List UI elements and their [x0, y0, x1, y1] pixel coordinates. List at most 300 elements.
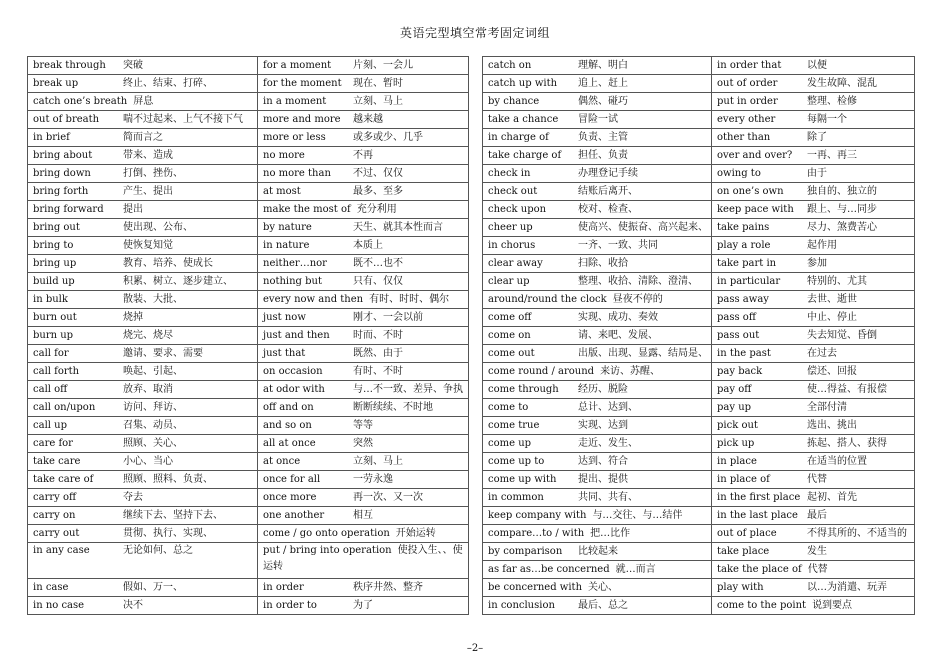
- phrase-cell: [258, 471, 469, 489]
- phrase-chinese: 冒险一试: [578, 114, 618, 125]
- phrase-cell: [712, 543, 915, 561]
- phrase-cell: [28, 111, 258, 129]
- phrase-cell: [483, 507, 712, 525]
- phrase-chinese: 使出现、公布、: [123, 222, 193, 233]
- phrase-cell: [712, 291, 915, 309]
- table-row: [28, 75, 469, 93]
- phrase-english: compare…to / with: [488, 528, 585, 539]
- phrase-english: clear away: [488, 258, 543, 269]
- phrase-english: make the most of: [263, 204, 351, 215]
- phrase-english: catch on: [488, 60, 532, 71]
- phrase-chinese: 尽力、煞费苦心: [807, 222, 877, 233]
- phrase-chinese: 总计、达到、: [578, 402, 638, 413]
- phrase-chinese: 突然: [353, 438, 373, 449]
- phrase-english: carry off: [33, 492, 77, 503]
- phrase-english: call forth: [33, 366, 80, 377]
- table-row: [28, 597, 469, 615]
- phrase-english: more and more: [263, 114, 341, 125]
- phrase-cell: [712, 507, 915, 525]
- phrase-cell: [28, 75, 258, 93]
- table-row: [28, 471, 469, 489]
- phrase-english: in place of: [717, 474, 770, 485]
- phrase-english: call for: [33, 348, 69, 359]
- phrase-chinese: 走近、发生、: [578, 438, 638, 449]
- phrase-chinese: 放弃、取消: [123, 384, 173, 395]
- table-row: [28, 489, 469, 507]
- phrase-english: in charge of: [488, 132, 549, 143]
- phrase-english: check in: [488, 168, 531, 179]
- phrase-chinese: 决不: [123, 600, 143, 611]
- phrase-english: in particular: [717, 276, 781, 287]
- table-row: [483, 543, 915, 561]
- phrase-cell: [28, 309, 258, 327]
- phrase-chinese: 为了: [353, 600, 373, 611]
- phrase-english: at most: [263, 186, 301, 197]
- phrase-english: put / bring into operation: [263, 545, 392, 556]
- phrase-english: come through: [488, 384, 559, 395]
- table-row: [483, 129, 915, 147]
- phrase-chinese: 简而言之: [123, 132, 163, 143]
- phrase-chinese: 时而、不时: [353, 330, 403, 341]
- table-row: [483, 399, 915, 417]
- phrase-chinese: 以便: [807, 60, 827, 71]
- phrase-english: take part in: [717, 258, 777, 269]
- phrase-english: for a moment: [263, 60, 332, 71]
- phrase-chinese: 达到、符合: [578, 456, 628, 467]
- phrase-cell: [712, 165, 915, 183]
- phrase-english: by comparison: [488, 546, 563, 557]
- phrase-chinese: 断断续续、不时地: [353, 402, 433, 413]
- phrase-cell: [28, 381, 258, 399]
- phrase-english: as far as…be concerned: [488, 564, 610, 575]
- phrase-english: one another: [263, 510, 325, 521]
- phrase-chinese: 立刻、马上: [353, 96, 403, 107]
- phrase-cell: [28, 255, 258, 273]
- phrase-chinese: 整理、收拾、清除、澄清、: [578, 276, 698, 287]
- phrase-cell: [483, 453, 712, 471]
- phrase-english: out of breath: [33, 114, 100, 125]
- phrase-english: take the place of: [717, 564, 802, 575]
- phrase-cell: [483, 183, 712, 201]
- phrase-english: bring up: [33, 258, 77, 269]
- phrase-chinese: 有时、时时、偶尔: [369, 294, 450, 305]
- phrase-cell: [28, 147, 258, 165]
- phrase-chinese: 一再、再三: [807, 150, 857, 161]
- phrase-english: come to: [488, 402, 529, 413]
- phrase-cell: [483, 417, 712, 435]
- table-row: [28, 237, 469, 255]
- table-row: [483, 525, 915, 543]
- phrase-cell: [712, 75, 915, 93]
- phrase-chinese: 不再: [353, 150, 373, 161]
- phrase-chinese: 刚才、一会以前: [353, 312, 423, 323]
- table-row: [28, 165, 469, 183]
- phrase-cell: [712, 435, 915, 453]
- phrase-chinese: 与…不一致、差异、争执: [353, 384, 463, 395]
- phrase-chinese: 由于: [807, 168, 827, 179]
- phrase-cell: [28, 57, 258, 75]
- phrase-english: in no case: [33, 600, 85, 611]
- phrase-chinese: 一齐、一致、共同: [578, 240, 658, 251]
- phrase-chinese: 出版、出现、显露、结局是、: [578, 348, 708, 359]
- phrase-cell: [258, 273, 469, 291]
- table-row: [28, 309, 469, 327]
- phrase-english: pass away: [717, 294, 769, 305]
- phrase-cell: [483, 255, 712, 273]
- phrase-cell: [483, 579, 712, 597]
- phrase-english: pay up: [717, 402, 752, 413]
- phrase-english: come true: [488, 420, 540, 431]
- phrase-chinese: 理解、明白: [578, 60, 628, 71]
- phrase-english: other than: [717, 132, 771, 143]
- phrase-cell: [712, 363, 915, 381]
- phrase-english: burn out: [33, 312, 77, 323]
- phrase-english: carry on: [33, 510, 76, 521]
- phrase-chinese: 既不…也不: [353, 258, 403, 269]
- phrase-chinese: 不得其所的、不适当的: [807, 528, 907, 539]
- phrase-cell: [28, 345, 258, 363]
- phrase-chinese: 屏息: [133, 96, 154, 107]
- phrase-english: out of order: [717, 78, 778, 89]
- phrase-chinese: 除了: [807, 132, 827, 143]
- phrase-english: in order to: [263, 600, 317, 611]
- phrase-english: once more: [263, 492, 317, 503]
- phrase-cell: [28, 597, 258, 615]
- phrase-cell: [28, 471, 258, 489]
- phrase-cell: [483, 273, 712, 291]
- table-row: [28, 525, 469, 543]
- table-row: [28, 417, 469, 435]
- table-row: [483, 219, 915, 237]
- phrase-chinese: 起作用: [807, 240, 837, 251]
- phrase-english: just that: [263, 348, 306, 359]
- phrase-cell: [712, 147, 915, 165]
- phrase-cell: [712, 471, 915, 489]
- phrase-cell: [258, 507, 469, 525]
- phrase-english: in the past: [717, 348, 771, 359]
- phrase-english: in the last place: [717, 510, 798, 521]
- phrase-cell: [712, 183, 915, 201]
- phrase-chinese: 片刻、一会儿: [353, 60, 413, 71]
- phrase-chinese: 每隔一个: [807, 114, 847, 125]
- phrase-cell: [483, 57, 712, 75]
- phrase-chinese: 说到要点: [812, 600, 853, 611]
- phrase-chinese: 提出、提供: [578, 474, 628, 485]
- phrase-chinese: 充分利用: [356, 204, 397, 215]
- phrase-cell: [483, 165, 712, 183]
- table-row: [28, 219, 469, 237]
- phrase-cell: [483, 219, 712, 237]
- phrase-cell: [712, 219, 915, 237]
- phrase-cell: [483, 201, 712, 219]
- phrase-english: take care of: [33, 474, 94, 485]
- phrase-cell: [258, 129, 469, 147]
- phrase-cell: [258, 345, 469, 363]
- phrase-cell: [258, 579, 469, 597]
- phrase-cell: [712, 57, 915, 75]
- phrase-english: break up: [33, 78, 79, 89]
- phrase-chinese: 秩序井然、整齐: [353, 582, 423, 593]
- phrase-english: break through: [33, 60, 106, 71]
- phrase-cell: [258, 543, 469, 579]
- table-row: [28, 327, 469, 345]
- phrase-english: off and on: [263, 402, 314, 413]
- phrase-english: in the first place: [717, 492, 801, 503]
- phrase-chinese: 照顾、照料、负责、: [123, 474, 213, 485]
- phrase-chinese: 使恢复知觉: [123, 240, 173, 251]
- phrase-chinese: 照顾、关心、: [123, 438, 183, 449]
- phrase-cell: [258, 489, 469, 507]
- phrase-english: catch one’s breath: [33, 96, 128, 107]
- phrase-chinese: 跟上、与…同步: [807, 204, 877, 215]
- phrase-cell: [28, 201, 258, 219]
- table-row: [483, 93, 915, 111]
- phrase-chinese: 请、来吧、发展、: [578, 330, 658, 341]
- phrase-cell: [712, 255, 915, 273]
- phrase-english: come off: [488, 312, 532, 323]
- phrase-cell: [28, 183, 258, 201]
- phrase-english: in chorus: [488, 240, 536, 251]
- phrase-cell: [28, 435, 258, 453]
- table-row: [28, 579, 469, 597]
- phrase-english: in common: [488, 492, 544, 503]
- phrase-cell: [28, 93, 258, 111]
- phrase-cell: [28, 579, 258, 597]
- page-number: –2–: [466, 643, 484, 654]
- table-row: [28, 129, 469, 147]
- phrase-chinese: 烧完、烧尽: [123, 330, 173, 341]
- phrase-english: come to the point: [717, 600, 807, 611]
- table-row: [28, 399, 469, 417]
- phrase-chinese: 邀请、要求、需要: [123, 348, 203, 359]
- phrase-english: in order that: [717, 60, 782, 71]
- phrase-cell: [712, 597, 915, 615]
- phrase-english: nothing but: [263, 276, 322, 287]
- table-row: [28, 363, 469, 381]
- phrase-english: bring down: [33, 168, 91, 179]
- phrase-chinese: 突破: [123, 60, 143, 71]
- phrase-cell: [258, 165, 469, 183]
- phrase-chinese: 起初、首先: [807, 492, 857, 503]
- phrase-english: out of place: [717, 528, 777, 539]
- phrase-chinese: 代替: [807, 564, 828, 575]
- table-row: [483, 309, 915, 327]
- phrase-chinese: 一劳永逸: [353, 474, 393, 485]
- phrase-chinese: 去世、逝世: [807, 294, 857, 305]
- table-row: [28, 57, 469, 75]
- phrase-chinese: 或多或少、几乎: [353, 132, 423, 143]
- phrase-cell: [483, 435, 712, 453]
- phrase-chinese: 提出: [123, 204, 143, 215]
- phrase-chinese: 关心、: [588, 582, 619, 593]
- phrase-cell: [483, 363, 712, 381]
- phrase-chinese: 中止、停止: [807, 312, 857, 323]
- phrase-english: no more than: [263, 168, 331, 179]
- phrase-english: pay back: [717, 366, 763, 377]
- phrase-cell: [258, 291, 469, 309]
- phrase-chinese: 经历、脱险: [578, 384, 628, 395]
- phrase-english: cheer up: [488, 222, 533, 233]
- phrase-cell: [28, 219, 258, 237]
- document-title: 英语完型填空常考固定词组: [399, 26, 550, 40]
- phrase-english: take pains: [717, 222, 770, 233]
- phrase-cell: [483, 327, 712, 345]
- phrase-chinese: 喘不过起来、上气不接下气: [123, 114, 243, 125]
- phrase-english: catch up with: [488, 78, 558, 89]
- phrase-english: call off: [33, 384, 68, 395]
- phrase-english: call on/upon: [33, 402, 96, 413]
- phrase-cell: [28, 327, 258, 345]
- phrase-chinese: 来访、苏醒、: [600, 366, 661, 377]
- phrase-english: come up to: [488, 456, 545, 467]
- table-row: [483, 345, 915, 363]
- phrase-english: pass off: [717, 312, 756, 323]
- phrase-cell: [712, 525, 915, 543]
- phrase-chinese: 等等: [353, 420, 373, 431]
- phrase-chinese: 全部付清: [807, 402, 847, 413]
- phrase-english: just now: [263, 312, 306, 323]
- phrase-chinese: 越来越: [353, 114, 383, 125]
- table-row: [483, 435, 915, 453]
- phrase-cell: [258, 417, 469, 435]
- phrase-chinese: 召集、动员、: [123, 420, 183, 431]
- phrase-english: around/round the clock: [488, 294, 607, 305]
- phrase-chinese: 比较起来: [578, 546, 618, 557]
- phrase-chinese: 负责、主管: [578, 132, 628, 143]
- table-row: [28, 183, 469, 201]
- phrase-cell: [258, 255, 469, 273]
- phrase-english: at once: [263, 456, 301, 467]
- phrase-english: once for all: [263, 474, 321, 485]
- phrase-cell: [28, 525, 258, 543]
- phrase-english: owing to: [717, 168, 761, 179]
- phrase-english: take place: [717, 546, 770, 557]
- phrase-chinese: 独自的、独立的: [807, 186, 877, 197]
- phrase-english: come round / around: [488, 366, 595, 377]
- phrase-cell: [258, 327, 469, 345]
- phrase-chinese: 小心、当心: [123, 456, 173, 467]
- table-row: [28, 93, 469, 111]
- phrase-cell: [483, 309, 712, 327]
- phrase-chinese: 积累、树立、逐步建立、: [123, 276, 233, 287]
- table-row: [483, 201, 915, 219]
- phrase-chinese: 拣起、搭人、获得: [807, 438, 887, 449]
- phrase-cell: [712, 345, 915, 363]
- phrase-english: bring to: [33, 240, 74, 251]
- phrase-chinese: 产生、提出: [123, 186, 173, 197]
- phrase-english: clear up: [488, 276, 530, 287]
- phrase-cell: [712, 489, 915, 507]
- phrase-chinese: 以…为消遣、玩弄: [807, 582, 887, 593]
- phrase-chinese: 实现、达到: [578, 420, 628, 431]
- phrase-cell: [712, 111, 915, 129]
- table-row: [28, 273, 469, 291]
- phrase-cell: [28, 417, 258, 435]
- phrase-english: play a role: [717, 240, 771, 251]
- phrase-chinese: 代替: [807, 474, 827, 485]
- phrase-cell: [483, 399, 712, 417]
- phrase-cell: [712, 399, 915, 417]
- phrase-cell: [258, 183, 469, 201]
- table-row: [483, 381, 915, 399]
- phrase-chinese: 烧掉: [123, 312, 143, 323]
- phrase-cell: [258, 597, 469, 615]
- phrase-cell: [28, 453, 258, 471]
- phrase-chinese: 整理、检修: [807, 96, 857, 107]
- table-row: [483, 57, 915, 75]
- phrase-english: in a moment: [263, 96, 327, 107]
- phrase-chinese: 立刻、马上: [353, 456, 403, 467]
- phrase-cell: [28, 165, 258, 183]
- phrase-chinese: 发生故障、混乱: [807, 78, 877, 89]
- phrase-english: come on: [488, 330, 531, 341]
- phrase-cell: [28, 363, 258, 381]
- phrase-cell: [258, 201, 469, 219]
- phrase-chinese: 使…得益、有报偿: [807, 384, 887, 395]
- phrase-cell: [258, 453, 469, 471]
- table-row: [483, 453, 915, 471]
- phrase-chinese: 有时、不时: [353, 366, 403, 377]
- table-row: [483, 75, 915, 93]
- phrase-cell: [28, 399, 258, 417]
- table-row: [28, 435, 469, 453]
- phrase-cell: [483, 471, 712, 489]
- phrase-english: all at once: [263, 438, 316, 449]
- phrase-cell: [712, 579, 915, 597]
- phrase-cell: [483, 345, 712, 363]
- phrase-cell: [258, 93, 469, 111]
- phrase-cell: [712, 309, 915, 327]
- table-row: [483, 183, 915, 201]
- phrase-cell: [258, 435, 469, 453]
- phrase-chinese: 夺去: [123, 492, 143, 503]
- phrase-english: no more: [263, 150, 305, 161]
- phrase-english: bring forth: [33, 186, 89, 197]
- phrase-chinese: 再一次、又一次: [353, 492, 423, 503]
- phrase-english: build up: [33, 276, 75, 287]
- table-row: [28, 543, 469, 579]
- table-row: [28, 111, 469, 129]
- table-row: [28, 453, 469, 471]
- phrase-cell: [258, 399, 469, 417]
- phrase-english: in conclusion: [488, 600, 555, 611]
- table-row: [28, 345, 469, 363]
- phrase-cell: [712, 129, 915, 147]
- phrase-english: play with: [717, 582, 764, 593]
- phrase-cell: [483, 561, 712, 579]
- phrase-cell: [258, 111, 469, 129]
- phrase-chinese: 担任、负责: [578, 150, 628, 161]
- phrase-cell: [483, 381, 712, 399]
- phrase-english: bring about: [33, 150, 93, 161]
- phrase-cell: [483, 489, 712, 507]
- table-row: [483, 111, 915, 129]
- phrase-table-left: [27, 56, 469, 615]
- phrase-chinese: 假如、万一、: [123, 582, 183, 593]
- table-row: [483, 165, 915, 183]
- phrase-english: in nature: [263, 240, 310, 251]
- phrase-chinese: 教育、培养、使成长: [123, 258, 213, 269]
- phrase-english: and so on: [263, 420, 312, 431]
- phrase-cell: [258, 309, 469, 327]
- phrase-chinese: 扫除、收拾: [578, 258, 628, 269]
- table-row: [483, 237, 915, 255]
- phrase-cell: [483, 129, 712, 147]
- phrase-english: burn up: [33, 330, 74, 341]
- phrase-cell: [258, 381, 469, 399]
- phrase-chinese: 无论如何、总之: [123, 545, 193, 556]
- phrase-english: check upon: [488, 204, 547, 215]
